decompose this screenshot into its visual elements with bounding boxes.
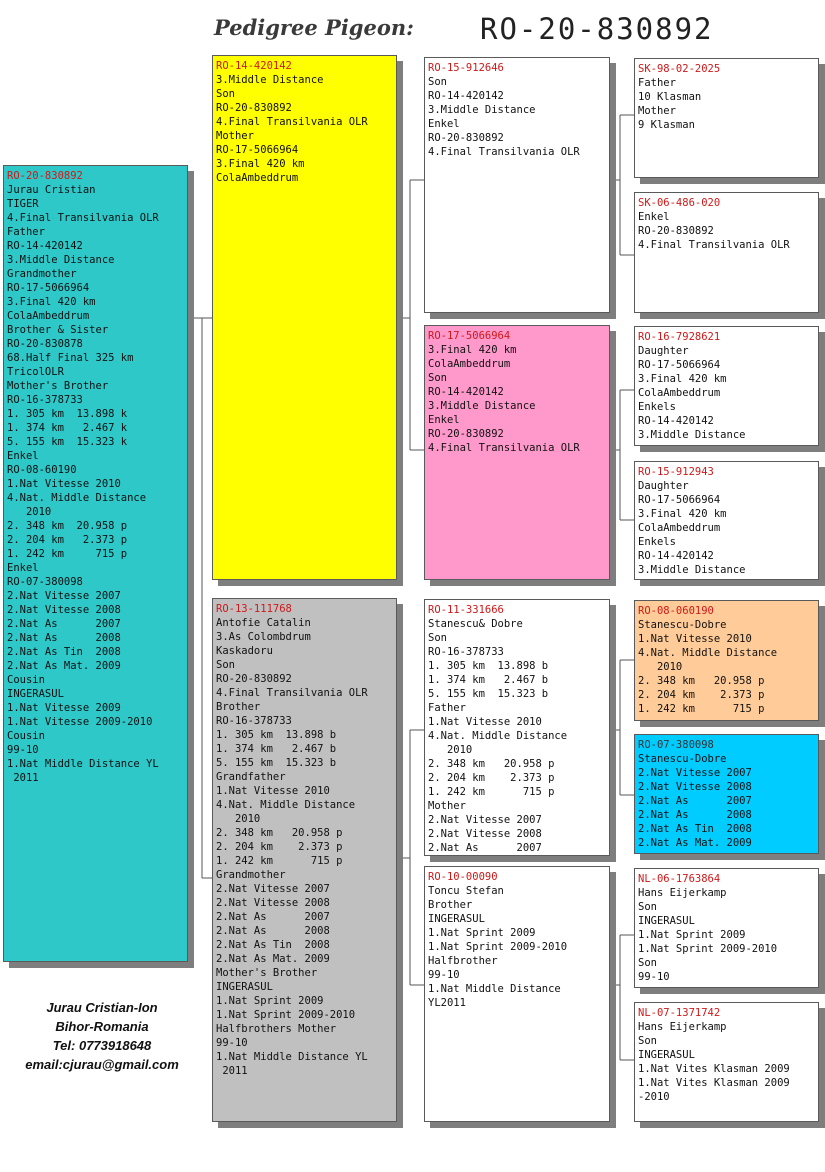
detail-line: 2.Nat As 2008 [638,809,752,821]
main-pigeon-card [3,165,188,962]
detail-line: 2.Nat Vitesse 2008 [428,828,542,840]
detail-line: Hans Eijerkamp [638,887,727,899]
detail-line: RO-07-380098 [7,576,83,588]
detail-line: Grandfather [216,771,286,783]
detail-line: Son [216,88,235,100]
dam-dam-card [424,866,610,1122]
detail-line: 3.Middle Distance [638,429,746,441]
detail-line: 2. 348 km 20.958 p [428,758,555,770]
detail-line: Son [428,372,447,384]
card-details [7,183,184,785]
card-details [638,344,815,442]
detail-line: RO-17-5066964 [7,282,90,294]
detail-line: RO-08-60190 [7,464,77,476]
detail-line: RO-17-5066964 [638,494,721,506]
detail-line: 2.Nat As Tin 2008 [7,646,121,658]
detail-line: 68.Half Final 325 km [7,352,134,364]
detail-line: 2.Nat As Mat. 2009 [638,837,752,849]
detail-line: 2. 204 km 2.373 p [7,534,128,546]
dd-sire-card [634,868,819,988]
detail-line: Cousin [7,730,45,742]
detail-line: RO-14-420142 [428,386,504,398]
card-details [638,76,815,132]
detail-line: 1.Nat Middle Distance [428,983,561,995]
detail-line: 1.Nat Vitesse 2010 [638,633,752,645]
detail-line: 99-10 [638,971,670,983]
detail-line: Brother [428,899,473,911]
sd-dam-card [634,461,819,580]
breeder-phone: Tel: 0773918648 [52,1038,152,1053]
detail-line: 2. 204 km 2.373 p [638,689,765,701]
detail-line: 99-10 [7,744,39,756]
detail-line: 1.Nat Sprint 2009-2010 [428,941,568,953]
detail-line: 1.Nat Vitesse 2009 [7,702,121,714]
detail-line: 99-10 [216,1037,248,1049]
detail-line: 4.Final Transilvania OLR [216,116,368,128]
ring-number: RO-15-912943 [638,466,714,478]
detail-line: Mother [216,130,254,142]
detail-line: 5. 155 km 15.323 k [7,436,128,448]
detail-line: 2.Nat Vitesse 2007 [638,767,752,779]
detail-line: 3.Final 420 km [428,344,517,356]
ds-dam-card [634,734,819,854]
detail-line: 3.Final 420 km [638,373,727,385]
detail-line: Son [638,901,657,913]
detail-line: 1.Nat Vitesse 2009-2010 [7,716,153,728]
detail-line: 1.Nat Sprint 2009-2010 [216,1009,356,1021]
pedigree-ring-number: RO-20-830892 [480,12,714,46]
detail-line: 2.Nat Vitesse 2007 [428,814,542,826]
detail-line: 2. 204 km 2.373 p [216,841,343,853]
detail-line: 3.As Colombdrum [216,631,311,643]
card-details [428,343,606,455]
detail-line: 3.Final 420 km [216,158,305,170]
detail-line: 2010 [428,744,473,756]
ss-dam-card [634,192,819,313]
detail-line: Stanescu-Dobre [638,619,727,631]
sd-sire-card [634,326,819,446]
card-details [638,479,815,577]
detail-line: Father [638,77,676,89]
detail-line: RO-16-378733 [7,394,83,406]
detail-line: RO-17-5066964 [216,144,299,156]
detail-line: Stanescu-Dobre [638,753,727,765]
ring-number: RO-13-111768 [216,603,292,615]
detail-line: Son [216,659,235,671]
detail-line: Toncu Stefan [428,885,504,897]
detail-line: 2.Nat Vitesse 2007 [216,883,330,895]
card-details [638,210,815,252]
detail-line: 10 Klasman [638,91,702,103]
detail-line: RO-14-420142 [428,90,504,102]
detail-line: 2.Nat As 2007 [216,911,330,923]
detail-line: 2. 204 km 2.373 p [428,772,555,784]
detail-line: ColaAmbeddrum [638,387,721,399]
detail-line: RO-20-830892 [638,225,714,237]
detail-line: 1.Nat Middle Distance YL [216,1051,368,1063]
detail-line: Jurau Cristian [7,184,96,196]
detail-line: 2. 348 km 20.958 p [638,675,765,687]
detail-line: RO-20-830892 [428,428,504,440]
detail-line: Brother [216,701,261,713]
sire-sire-card [424,57,610,313]
detail-line: 3.Final 420 km [7,296,96,308]
detail-line: Grandmother [216,869,286,881]
detail-line: 3.Middle Distance [638,564,746,576]
detail-line: INGERASUL [638,915,695,927]
ring-number: NL-07-1371742 [638,1007,721,1019]
detail-line: 1. 374 km 2.467 k [7,422,128,434]
card-details [428,884,606,1010]
dd-dam-card [634,1002,819,1122]
detail-line: Enkels [638,536,676,548]
detail-line: 2011 [7,772,39,784]
card-details [428,617,606,855]
card-details [216,73,393,185]
detail-line: 9 Klasman [638,119,695,131]
detail-line: Kaskadoru [216,645,273,657]
detail-line: 4.Nat. Middle Distance [428,730,568,742]
detail-line: 1. 242 km 715 p [428,786,555,798]
detail-line: 2.Nat Vitesse 2008 [216,897,330,909]
card-details [638,618,815,716]
detail-line: RO-16-378733 [428,646,504,658]
detail-line: Enkel [7,450,39,462]
detail-line: 1. 305 km 13.898 b [428,660,549,672]
detail-line: 4.Nat. Middle Distance [7,492,147,504]
detail-line: 3.Final 420 km [638,508,727,520]
detail-line: 5. 155 km 15.323 b [428,688,549,700]
ring-number: SK-98-02-2025 [638,63,721,75]
detail-line: INGERASUL [7,688,64,700]
ring-number: RO-17-5066964 [428,330,511,342]
detail-line: Mother's Brother [7,380,109,392]
pedigree-title-label: Pedigree Pigeon: [214,15,414,40]
detail-line: 2.Nat As 2007 [428,842,542,854]
detail-line: 1.Nat Vites Klasman 2009 [638,1077,790,1089]
detail-line: 4.Nat. Middle Distance [638,647,778,659]
ring-number: RO-14-420142 [216,60,292,72]
detail-line: RO-17-5066964 [638,359,721,371]
detail-line: RO-20-830892 [216,673,292,685]
detail-line: INGERASUL [216,981,273,993]
detail-line: 2.Nat Vitesse 2008 [7,604,121,616]
card-details [428,75,606,159]
detail-line: ColaAmbeddrum [7,310,90,322]
breeder-contact [12,998,192,1074]
ring-number: RO-07-380098 [638,739,714,751]
detail-line: 2010 [7,506,52,518]
detail-line: Enkel [638,211,670,223]
detail-line: 2. 348 km 20.958 p [216,827,343,839]
detail-line: RO-14-420142 [638,415,714,427]
detail-line: 2.Nat As 2007 [7,618,121,630]
detail-line: TricolOLR [7,366,64,378]
detail-line: 1.Nat Vitesse 2010 [428,716,542,728]
detail-line: 2.Nat As Mat. 2009 [7,660,121,672]
detail-line: RO-20-830892 [216,102,292,114]
detail-line: Son [428,632,447,644]
detail-line: 2.Nat Vitesse 2008 [638,781,752,793]
detail-line: 3.Middle Distance [428,400,536,412]
card-details [638,886,815,984]
detail-line: Mother [428,800,466,812]
detail-line: YL2011 [428,997,466,1009]
detail-line: 2.Nat As Tin 2008 [638,823,752,835]
detail-line: RO-20-830892 [428,132,504,144]
breeder-name: Jurau Cristian-Ion [46,1000,158,1015]
ring-number: RO-11-331666 [428,604,504,616]
detail-line: 99-10 [428,969,460,981]
detail-line: RO-20-830878 [7,338,83,350]
detail-line: 2.Nat As 2008 [7,632,121,644]
ring-number: SK-06-486-020 [638,197,721,209]
detail-line: Father [7,226,45,238]
detail-line: Hans Eijerkamp [638,1021,727,1033]
detail-line: 1. 242 km 715 p [638,703,765,715]
ds-sire-card [634,600,819,721]
detail-line: 1. 374 km 2.467 b [216,743,337,755]
detail-line: Son [428,76,447,88]
detail-line: 1. 305 km 13.898 k [7,408,128,420]
card-details [216,616,393,1078]
detail-line: 4.Final Transilvania OLR [216,687,368,699]
detail-line: Halfbrother [428,955,498,967]
breeder-location: Bihor-Romania [55,1019,149,1034]
detail-line: ColaAmbeddrum [638,522,721,534]
detail-line: 4.Final Transilvania OLR [638,239,790,251]
detail-line: 2. 348 km 20.958 p [7,520,128,532]
detail-line: ColaAmbeddrum [428,358,511,370]
detail-line: 3.Middle Distance [428,104,536,116]
detail-line: 1.Nat Sprint 2009 [216,995,324,1007]
detail-line: RO-16-378733 [216,715,292,727]
detail-line: 2.Nat As 2008 [216,925,330,937]
detail-line: 2.Nat As Mat. 2009 [216,953,330,965]
detail-line: 2.Nat As Tin 2008 [216,939,330,951]
card-details [638,1020,815,1104]
detail-line: 4.Final Transilvania OLR [428,442,580,454]
detail-line: 1. 305 km 13.898 b [216,729,337,741]
detail-line: 4.Nat. Middle Distance [216,799,356,811]
detail-line: -2010 [638,1091,670,1103]
detail-line: 1.Nat Sprint 2009 [428,927,536,939]
detail-line: Daughter [638,345,689,357]
detail-line: Cousin [7,674,45,686]
detail-line: 1.Nat Vitesse 2010 [216,785,330,797]
dam-card [212,598,397,1122]
detail-line: 4.Final Transilvania OLR [7,212,159,224]
detail-line: 1.Nat Vites Klasman 2009 [638,1063,790,1075]
detail-line: INGERASUL [428,913,485,925]
detail-line: 4.Final Transilvania OLR [428,146,580,158]
detail-line: 5. 155 km 15.323 b [216,757,337,769]
detail-line: 1.Nat Sprint 2009-2010 [638,943,778,955]
card-details [638,752,815,850]
detail-line: Halfbrothers Mother [216,1023,337,1035]
detail-line: 1. 374 km 2.467 b [428,674,549,686]
detail-line: INGERASUL [638,1049,695,1061]
detail-line: 1. 242 km 715 p [216,855,343,867]
detail-line: 2010 [216,813,261,825]
detail-line: 2.Nat As 2007 [638,795,752,807]
detail-line: TIGER [7,198,39,210]
ring-number: RO-20-830892 [7,170,83,182]
ring-number: RO-15-912646 [428,62,504,74]
sire-card [212,55,397,580]
ring-number: NL-06-1763864 [638,873,721,885]
detail-line: Mother's Brother [216,967,318,979]
detail-line: Father [428,702,466,714]
detail-line: 2011 [216,1065,248,1077]
ring-number: RO-10-00090 [428,871,498,883]
dam-sire-card [424,599,610,856]
detail-line: 1. 242 km 715 p [7,548,128,560]
detail-line: Enkels [638,401,676,413]
detail-line: 3.Middle Distance [216,74,324,86]
detail-line: Enkel [428,118,460,130]
detail-line: 1.Nat Middle Distance YL [7,758,159,770]
detail-line: 3.Middle Distance [7,254,115,266]
detail-line: Mother [638,105,676,117]
ss-sire-card [634,58,819,178]
detail-line: 1.Nat Sprint 2009 [638,929,746,941]
detail-line: Antofie Catalin [216,617,311,629]
sire-dam-card [424,325,610,580]
detail-line: 2.Nat Vitesse 2007 [7,590,121,602]
breeder-email: email:cjurau@gmail.com [25,1057,179,1072]
detail-line: 2010 [638,661,683,673]
detail-line: ColaAmbeddrum [216,172,299,184]
detail-line: Enkel [7,562,39,574]
detail-line: Stanescu& Dobre [428,618,523,630]
detail-line: RO-14-420142 [638,550,714,562]
ring-number: RO-08-060190 [638,605,714,617]
detail-line: Son [638,1035,657,1047]
detail-line: Daughter [638,480,689,492]
detail-line: Brother & Sister [7,324,109,336]
detail-line: Enkel [428,414,460,426]
detail-line: Son [638,957,657,969]
detail-line: RO-14-420142 [7,240,83,252]
detail-line: 1.Nat Vitesse 2010 [7,478,121,490]
ring-number: RO-16-7928621 [638,331,721,343]
detail-line: Grandmother [7,268,77,280]
